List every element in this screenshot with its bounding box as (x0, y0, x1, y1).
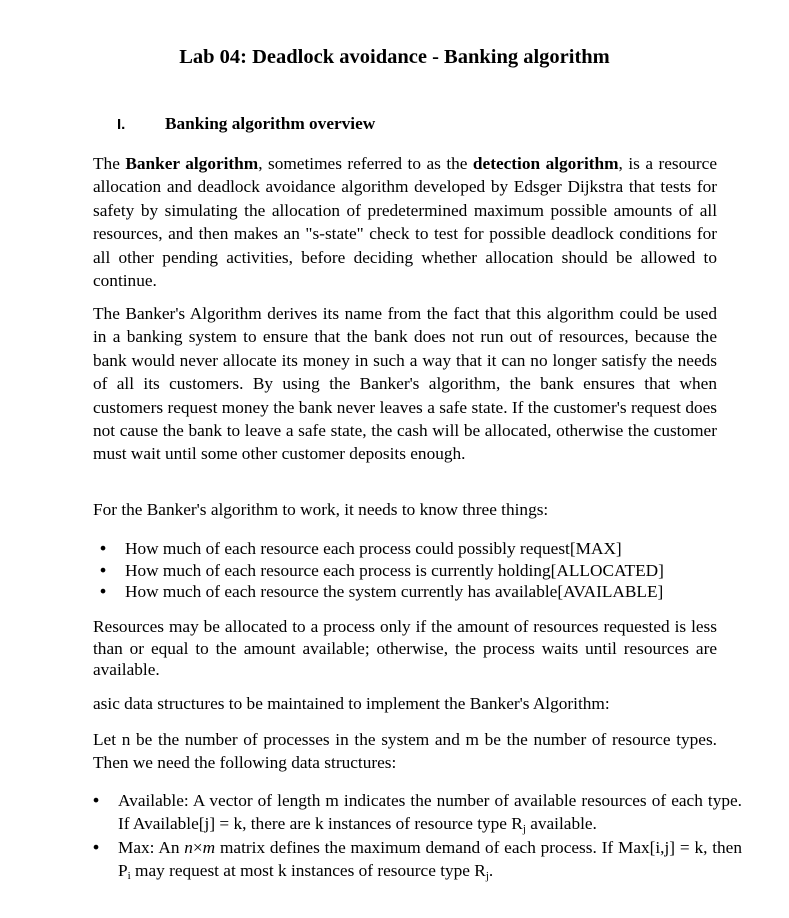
paragraph-intro (93, 152, 717, 292)
text: The (93, 154, 126, 173)
list-item-available (93, 789, 742, 836)
paragraph-allocation-rule: Resources may be allocated to a process only if the amount of resources requested is less than or equal to the amount available; otherwise, the process waits until resources are available. (93, 617, 717, 679)
list-item: • How much of each resource the system currently has available[AVAILABLE] (100, 581, 740, 603)
section-number: I. (117, 116, 126, 133)
text: . (488, 861, 494, 881)
list-item: • How much of each resource each process could possibly request[MAX] (100, 538, 740, 560)
paragraph-definitions: Let n be the number of processes in the system and m be the number of resource types. Then we need the following data structures: (93, 730, 717, 773)
text: × (192, 837, 203, 857)
text: , is a resource allocation and deadlock avoidance algorithm developed by Edsger Dijkstra that tests for safety by simulating the allocation of predetermined maximum possible amounts of all resources, and then makes an "s-state" check to test for possible deadlock conditions for all other pending activities, before deciding whether allocation should be allowed to continue. (93, 154, 717, 291)
list-item: • How much of each resource each process is currently holding[ALLOCATED] (100, 560, 740, 582)
bold-term-banker: Banker algorithm (125, 154, 259, 173)
subscript: j (522, 823, 526, 836)
section-heading (117, 114, 375, 134)
bold-term-detection: detection algorithm (472, 154, 619, 173)
italic-m: m (202, 837, 216, 857)
italic-n: n (184, 837, 193, 857)
text: , sometimes referred to as the (258, 154, 473, 173)
subscript: j (485, 870, 489, 883)
data-structures-list (93, 789, 742, 883)
subscript: i (127, 870, 131, 883)
section-title: Banking algorithm overview (165, 114, 376, 133)
text: Max: An (118, 837, 185, 857)
paragraph-name-origin: The Banker's Algorithm derives its name from the fact that this algorithm could be used in a banking system to ensure that the bank does not run out of resources, because the bank would never allocate its money in such a way that it can no longer satisfy the needs of all its customers. By using the Banker's algorithm, the bank ensures that when customers request money the bank never leaves a safe state. If the customer's request does not cause the bank to leave a safe state, the cash will be allocated, otherwise the customer must wait until some other customer deposits enough. (93, 304, 717, 464)
list-item-max (93, 836, 742, 883)
text: may request at most k instances of resource type R (130, 861, 486, 881)
text: matrix defines the maximum demand of each process. If Max[i,j] = k, then P (118, 837, 742, 881)
text: available. (525, 814, 597, 834)
requirements-list (100, 538, 740, 603)
page-title: Lab 04: Deadlock avoidance - Banking algorithm (179, 46, 610, 68)
text: Available: A vector of length m indicates the number of available resources of each type. If Available[j] = k, there are k instances of resource type R (118, 791, 742, 834)
paragraph-data-structures: asic data structures to be maintained to implement the Banker's Algorithm: (93, 694, 610, 713)
paragraph-three-things: For the Banker's algorithm to work, it needs to know three things: (93, 500, 549, 519)
